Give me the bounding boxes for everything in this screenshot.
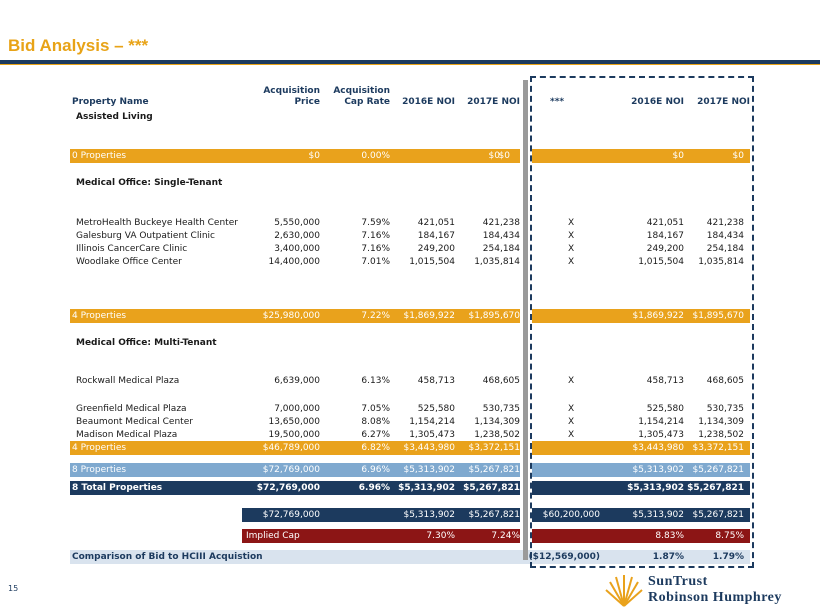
acq-price: 19,500,000: [268, 430, 320, 440]
property-name: Illinois CancerCare Clinic: [76, 244, 188, 254]
total-price: $72,769,000: [262, 465, 320, 475]
noi-2017: 421,238: [482, 218, 520, 228]
total-noi16: $5,313,902: [403, 465, 455, 475]
acq-price: 2,630,000: [274, 231, 320, 241]
property-name: Beaumont Medical Center: [76, 417, 193, 427]
r-noi-2017: 1,238,502: [698, 430, 744, 440]
logo-line-2: Robinson Humphrey: [648, 590, 782, 605]
noi-2016: 1,154,214: [409, 417, 455, 427]
total-r16: $5,313,902: [627, 483, 684, 493]
sun-icon: [600, 572, 644, 608]
header-2017-noi: 2017E NOI: [467, 97, 520, 107]
acq-price: 7,000,000: [274, 404, 320, 414]
total-noi17: $0: [498, 151, 510, 161]
header-r-2016-noi: 2016E NOI: [631, 97, 684, 107]
total-noi17: $5,267,821: [468, 465, 520, 475]
selected-mark: X: [568, 430, 575, 440]
cap-rate: 7.16%: [361, 231, 390, 241]
section-label: Medical Office: Multi-Tenant: [76, 338, 217, 348]
comparison-label: Comparison of Bid to HCIII Acquistion: [72, 552, 263, 562]
column-separator: [523, 80, 528, 560]
r-noi-2017: 468,605: [706, 376, 744, 386]
total-label: 4 Properties: [72, 443, 127, 453]
total-r16: $5,313,902: [632, 465, 684, 475]
total-noi17: $3,372,151: [468, 443, 520, 453]
r-noi-2016: 1,305,473: [638, 430, 684, 440]
total-cap: 6.96%: [361, 465, 390, 475]
suntrust-logo: [600, 572, 810, 608]
noi-2017: 1,035,814: [474, 257, 520, 267]
total-label: 8 Total Properties: [72, 483, 163, 493]
total-r16: $3,443,980: [632, 443, 684, 453]
cap-rate: 6.27%: [361, 430, 390, 440]
noi-2016: 421,051: [417, 218, 455, 228]
summary-bid: $60,200,000: [542, 510, 600, 520]
cap-rate: 6.13%: [361, 376, 390, 386]
total-noi16: $3,443,980: [403, 443, 455, 453]
implied-r16: 8.83%: [655, 531, 684, 541]
noi-2017: 1,134,309: [474, 417, 520, 427]
logo-line-1: SunTrust: [648, 574, 708, 589]
total-r16: $0: [672, 151, 684, 161]
page-title: Bid Analysis – ***: [8, 36, 149, 55]
total-cap: 7.22%: [361, 311, 390, 321]
total-price: $72,769,000: [256, 483, 320, 493]
acq-price: 5,550,000: [274, 218, 320, 228]
total-price: $0: [308, 151, 320, 161]
total-label: 8 Properties: [72, 465, 127, 475]
noi-2016: 525,580: [417, 404, 455, 414]
section-label: Medical Office: Single-Tenant: [76, 178, 223, 188]
noi-2016: 1,305,473: [409, 430, 455, 440]
total-label: 0 Properties: [72, 151, 127, 161]
r-noi-2017: 530,735: [706, 404, 744, 414]
total-noi17: $5,267,821: [463, 483, 520, 493]
r-noi-2017: 184,434: [706, 231, 744, 241]
noi-2016: 249,200: [417, 244, 455, 254]
r-noi-2017: 1,134,309: [698, 417, 744, 427]
header-r-2017-noi: 2017E NOI: [697, 97, 750, 107]
noi-2016: 458,713: [417, 376, 455, 386]
r-noi-2016: 184,167: [646, 231, 684, 241]
header-cap-rate-top: Acquisition: [333, 86, 390, 96]
cap-rate: 7.01%: [361, 257, 390, 267]
implied-noi17: 7.24%: [491, 531, 520, 541]
total-noi16: $5,313,902: [398, 483, 455, 493]
total-price: $25,980,000: [262, 311, 320, 321]
acq-price: 13,650,000: [268, 417, 320, 427]
total-cap: 6.96%: [358, 483, 390, 493]
r-noi-2016: 458,713: [646, 376, 684, 386]
header-acq-price: Price: [294, 97, 320, 107]
noi-2017: 468,605: [482, 376, 520, 386]
property-name: Madison Medical Plaza: [76, 430, 178, 440]
r-noi-2016: 525,580: [646, 404, 684, 414]
r-noi-2017: 421,238: [706, 218, 744, 228]
page-number: 15: [8, 584, 19, 593]
total-noi17: $1,895,670: [468, 311, 520, 321]
total-noi16: $0: [488, 151, 500, 161]
section-label: Assisted Living: [76, 112, 153, 122]
total-r17: $1,895,670: [692, 311, 744, 321]
comparison-diff: ($12,569,000): [528, 552, 600, 562]
property-name: Greenfield Medical Plaza: [76, 404, 187, 414]
acq-price: 14,400,000: [268, 257, 320, 267]
r-noi-2016: 421,051: [646, 218, 684, 228]
acq-price: 3,400,000: [274, 244, 320, 254]
implied-r17: 8.75%: [715, 531, 744, 541]
comparison-r16: 1.87%: [652, 552, 684, 562]
title-rule-accent: [0, 64, 820, 65]
r-noi-2016: 249,200: [646, 244, 684, 254]
r-noi-2016: 1,154,214: [638, 417, 684, 427]
header-stars: ***: [550, 97, 565, 107]
total-noi16: $1,869,922: [403, 311, 455, 321]
total-r17: $0: [732, 151, 744, 161]
total-cap: 0.00%: [361, 151, 390, 161]
r-noi-2017: 254,184: [706, 244, 744, 254]
summary-noi17: $5,267,821: [468, 510, 520, 520]
summary-r16: $5,313,902: [632, 510, 684, 520]
acq-price: 6,639,000: [274, 376, 320, 386]
total-price: $46,789,000: [262, 443, 320, 453]
header-acq-price-top: Acquisition: [263, 86, 320, 96]
implied-noi16: 7.30%: [426, 531, 455, 541]
selected-mark: X: [568, 404, 575, 414]
selected-mark: X: [568, 376, 575, 386]
property-name: Woodlake Office Center: [76, 257, 182, 267]
total-r17: $3,372,151: [692, 443, 744, 453]
r-noi-2016: 1,015,504: [638, 257, 684, 267]
cap-rate: 8.08%: [361, 417, 390, 427]
selected-mark: X: [568, 231, 575, 241]
header-2016-noi: 2016E NOI: [402, 97, 455, 107]
header-cap-rate: Cap Rate: [344, 97, 390, 107]
selected-mark: X: [568, 417, 575, 427]
noi-2017: 1,238,502: [474, 430, 520, 440]
property-name: Galesburg VA Outpatient Clinic: [76, 231, 215, 241]
r-noi-2017: 1,035,814: [698, 257, 744, 267]
noi-2017: 254,184: [482, 244, 520, 254]
selected-mark: X: [568, 218, 575, 228]
implied-label: Implied Cap: [246, 531, 300, 541]
total-r17: $5,267,821: [687, 483, 744, 493]
summary-price: $72,769,000: [262, 510, 320, 520]
summary-noi16: $5,313,902: [403, 510, 455, 520]
cap-rate: 7.59%: [361, 218, 390, 228]
summary-r17: $5,267,821: [692, 510, 744, 520]
noi-2016: 1,015,504: [409, 257, 455, 267]
total-cap: 6.82%: [361, 443, 390, 453]
noi-2017: 530,735: [482, 404, 520, 414]
cap-rate: 7.16%: [361, 244, 390, 254]
total-r16: $1,869,922: [632, 311, 684, 321]
selected-mark: X: [568, 257, 575, 267]
property-name: MetroHealth Buckeye Health Center: [76, 218, 238, 228]
header-property-name: Property Name: [72, 97, 149, 107]
dashed-highlight-box: [530, 76, 754, 568]
selected-mark: X: [568, 244, 575, 254]
total-r17: $5,267,821: [692, 465, 744, 475]
total-label: 4 Properties: [72, 311, 127, 321]
cap-rate: 7.05%: [361, 404, 390, 414]
comparison-r17: 1.79%: [712, 552, 744, 562]
property-name: Rockwall Medical Plaza: [76, 376, 180, 386]
noi-2017: 184,434: [482, 231, 520, 241]
noi-2016: 184,167: [417, 231, 455, 241]
